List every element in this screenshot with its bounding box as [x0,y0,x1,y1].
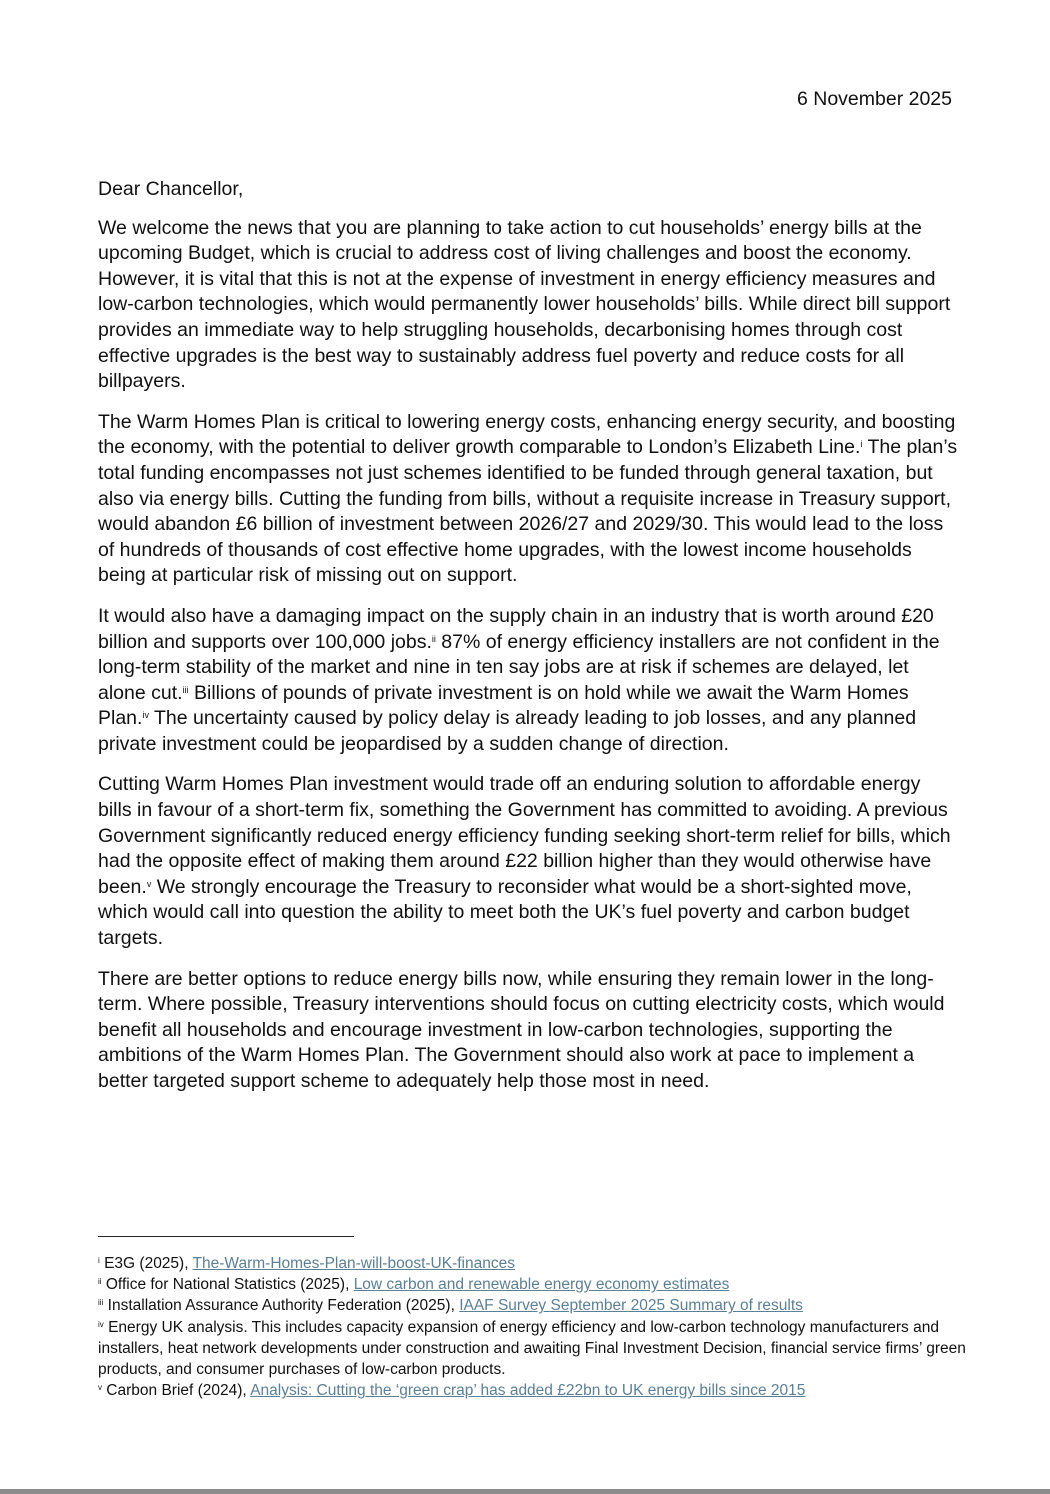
paragraph-3 [98,604,958,758]
paragraph-3-part-d: The uncertainty caused by policy delay is already leading to job losses, and any planned private investment could be jeopardised by a sudden change of direction. [98,707,917,755]
footnote-link-e3g[interactable]: The-Warm-Homes-Plan-will-boost-UK-finances [192,1255,515,1272]
paragraph-3-part-c: Billions of pounds of private investment is on hold while we await the Warm Homes Plan. [98,681,909,730]
paragraph-4 [98,772,958,951]
footnote-mark: i [98,1256,100,1265]
footnotes [98,1253,968,1401]
footnote-divider [98,1236,354,1237]
footnote-ref-ii[interactable]: ii [431,633,436,644]
letter-body [98,177,958,1110]
paragraph-2 [98,410,958,589]
footnote-text: E3G (2025), [99,1255,193,1272]
footnote-ref-v[interactable]: v [146,878,152,889]
footnote-link-carbon-brief[interactable]: Analysis: Cutting the ‘green crap’ has added £22bn to UK energy bills since 2015 [250,1382,806,1400]
footnote-text: Office for National Statistics (2025), [101,1276,354,1294]
paragraph-4-part-b: We strongly encourage the Treasury to reconsider what would be a short-sighted move, which would call into question the ability to meet both the UK’s fuel poverty and carbon budget targets. [98,875,912,950]
salutation: Dear Chancellor, [98,178,244,200]
footnote-iv [98,1317,968,1381]
paragraph-2-part-a: The Warm Homes Plan is critical to lowering energy costs, enhancing energy security, and boosting the economy, with the potential to deliver growth comparable to London’s Elizabeth Line. [98,410,956,459]
footnote-ref-iv[interactable]: iv [142,710,149,721]
footnote-link-iaaf[interactable]: IAAF Survey September 2025 Summary of results [459,1297,803,1315]
footnote-text: Energy UK analysis. This includes capacity expansion of energy efficiency and low-carbon technology manufacturers and installers, heat network developments under construction and awaiting Final Investment Decision, financial service firms’ green products, and consumer purchases of low-carbon products. [98,1318,966,1379]
footnote-v [98,1380,968,1401]
footnote-mark: iii [98,1298,104,1308]
paragraph-3-part-b: 87% of energy efficiency installers are not confident in the long-term stability of the market and nine in ten say jobs are at risk if schemes are delayed, let alone cut. [98,630,940,704]
footnote-text: Carbon Brief (2024), [102,1382,251,1400]
footnote-text: Installation Assurance Authority Federation (2025), [103,1297,460,1315]
footnote-ref-i[interactable]: i [860,439,863,450]
paragraph-3-part-a: It would also have a damaging impact on the supply chain in an industry that is worth around £20 billion and supports over 100,000 jobs. [98,604,934,653]
letter-date: 6 November 2025 [796,88,952,110]
paragraph-1: We welcome the news that you are planning to take action to cut households’ energy bills at the upcoming Budget, which is crucial to address cost of living challenges and boost the economy. However, it is vital that this is not at the expense of investment in energy efficiency measures and low-carbon technologies, which would permanently lower households’ bills. While direct bill support provides an immediate way to help struggling households, decarbonising homes through cost effective upgrades is the best way to sustainably address fuel poverty and reduce costs for all billpayers. [98,216,951,393]
page-bottom-edge [0,1489,1050,1494]
footnote-i [98,1253,968,1274]
footnote-ii [98,1274,968,1295]
paragraph-5: There are better options to reduce energy bills now, while ensuring they remain lower in the long-term. Where possible, Treasury interventions should focus on cutting electricity costs, which would benefit all households and encourage investment in low-carbon technologies, supporting the ambitions of the Warm Homes Plan. The Government should also work at pace to implement a better targeted support scheme to adequately help those most in need. [98,967,945,1092]
footnote-mark: v [98,1383,102,1393]
footnote-ref-iii[interactable]: iii [182,684,189,695]
footnote-mark: iv [98,1319,104,1329]
footnote-link-ons[interactable]: Low carbon and renewable energy economy estimates [353,1276,730,1294]
footnote-iii [98,1295,968,1316]
paragraph-4-part-a: Cutting Warm Homes Plan investment would trade off an enduring solution to affordable energy bills in favour of a short-term fix, something the Government has committed to avoiding. A previous Government significantly reduced energy efficiency funding seeking short-term relief for bills, which had the opposite effect of making them around £22 billion higher than they would otherwise have been. [98,773,951,898]
footnote-mark: ii [98,1277,102,1287]
paragraph-2-part-b: The plan’s total funding encompasses not just schemes identified to be funded through general taxation, but also via energy bills. Cutting the funding from bills, without a requisite increase in Treasury support, would abandon £6 billion of investment between 2026/27 and 2029/30. This would lead to the loss of hundreds of thousands of cost effective home upgrades, with the lowest income households being at particular risk of missing out on support. [98,436,958,587]
